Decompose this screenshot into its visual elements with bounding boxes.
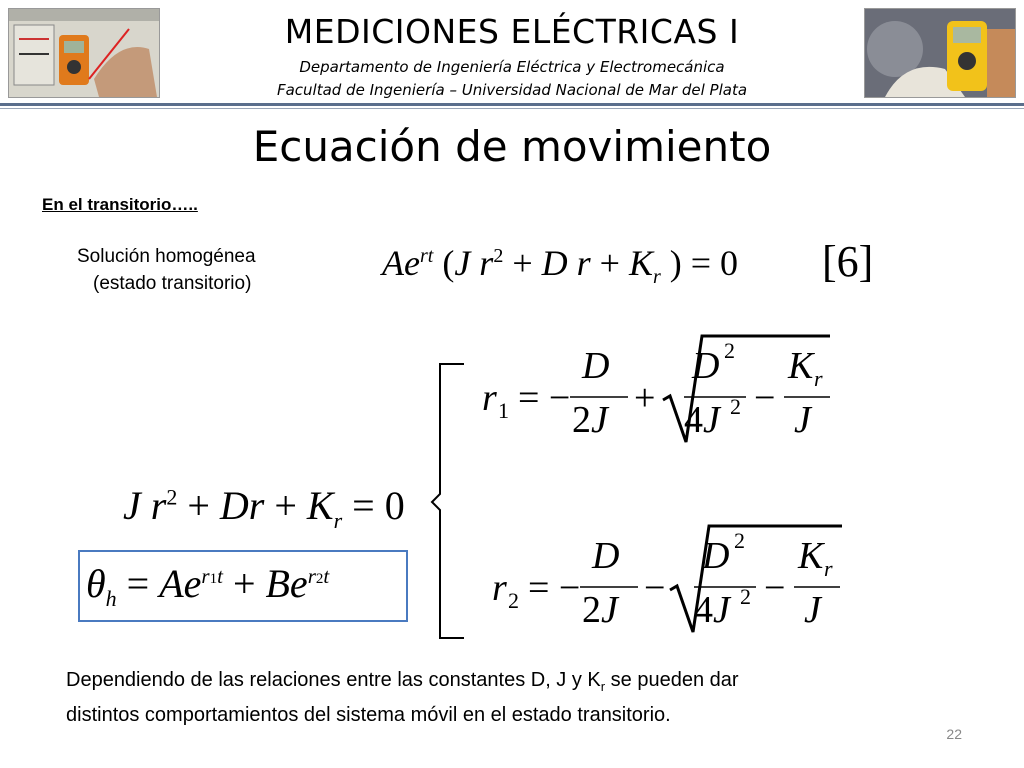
- homogeneous-label-line1: Solución homogénea: [77, 246, 256, 267]
- multimeter-photo-right: [864, 8, 1016, 98]
- svg-text:J: J: [794, 399, 811, 441]
- svg-text:D: D: [582, 345, 610, 387]
- conclusion-line-1: Dependiendo de las relaciones entre las constantes D, J y $K_r$ se pueden dar: [66, 669, 739, 694]
- svg-text:2J: 2J: [582, 589, 618, 631]
- equation-number: [6]: [822, 237, 874, 286]
- multimeter-photo-left: [8, 8, 160, 98]
- svg-text:= −: = −: [518, 377, 571, 419]
- svg-text:2: 2: [740, 584, 751, 609]
- svg-text:2: 2: [734, 528, 745, 553]
- svg-text:= −: = −: [528, 567, 581, 609]
- root-r2-formula: [478, 520, 858, 640]
- svg-text:D: D: [592, 535, 620, 577]
- characteristic-equation-full: $Ae^{rt}$ (J $r^2 + D$ $r + K_r$ ) = 0: [382, 243, 739, 289]
- section-label: En el transitorio…..: [42, 195, 198, 214]
- header-rule: [0, 103, 1024, 106]
- svg-text:r: r: [824, 556, 833, 581]
- characteristic-equation: J $r^2 + Dr + K_r = 0$: [123, 483, 405, 533]
- svg-text:K: K: [788, 345, 814, 387]
- svg-text:1: 1: [498, 398, 509, 423]
- svg-text:2: 2: [508, 588, 519, 613]
- svg-text:J: J: [804, 589, 821, 631]
- conclusion-paragraph: [66, 666, 966, 729]
- svg-text:D: D: [702, 535, 730, 577]
- svg-text:2: 2: [724, 338, 735, 363]
- course-title: MEDICIONES ELÉCTRICAS I: [284, 12, 740, 51]
- page-number: 22: [946, 726, 962, 742]
- svg-text:K: K: [798, 535, 824, 577]
- svg-text:D: D: [692, 345, 720, 387]
- conclusion-line-2: distintos comportamientos del sistema móvil en el estado transitorio.: [66, 704, 671, 726]
- svg-text:−: −: [754, 377, 776, 419]
- svg-text:−: −: [644, 567, 666, 609]
- header-rule-thin: [0, 108, 1024, 109]
- root-r1-formula: [478, 330, 848, 450]
- svg-text:4J: 4J: [684, 399, 720, 441]
- svg-text:2J: 2J: [572, 399, 608, 441]
- slide-title: Ecuación de movimiento: [252, 122, 772, 171]
- faculty-line: Facultad de Ingeniería – Universidad Nacional de Mar del Plata: [276, 81, 748, 99]
- svg-text:r: r: [492, 567, 507, 609]
- kr-subscript: r: [600, 679, 606, 694]
- homogeneous-label-line2: (estado transitorio): [93, 273, 252, 294]
- svg-text:r: r: [482, 377, 497, 419]
- svg-text:+: +: [634, 377, 656, 419]
- svg-text:−: −: [764, 567, 786, 609]
- roots-brace: [428, 360, 468, 642]
- equation-number-value: 6: [836, 237, 859, 286]
- svg-text:4J: 4J: [694, 589, 730, 631]
- homogeneous-label: [77, 243, 256, 297]
- svg-text:2: 2: [730, 394, 741, 419]
- department-line: Departamento de Ingeniería Eléctrica y Electromecánica: [299, 58, 725, 76]
- svg-text:r: r: [814, 366, 823, 391]
- homogeneous-solution: $\theta_h = Ae^{r1t} + Be^{r2t}$: [86, 561, 330, 611]
